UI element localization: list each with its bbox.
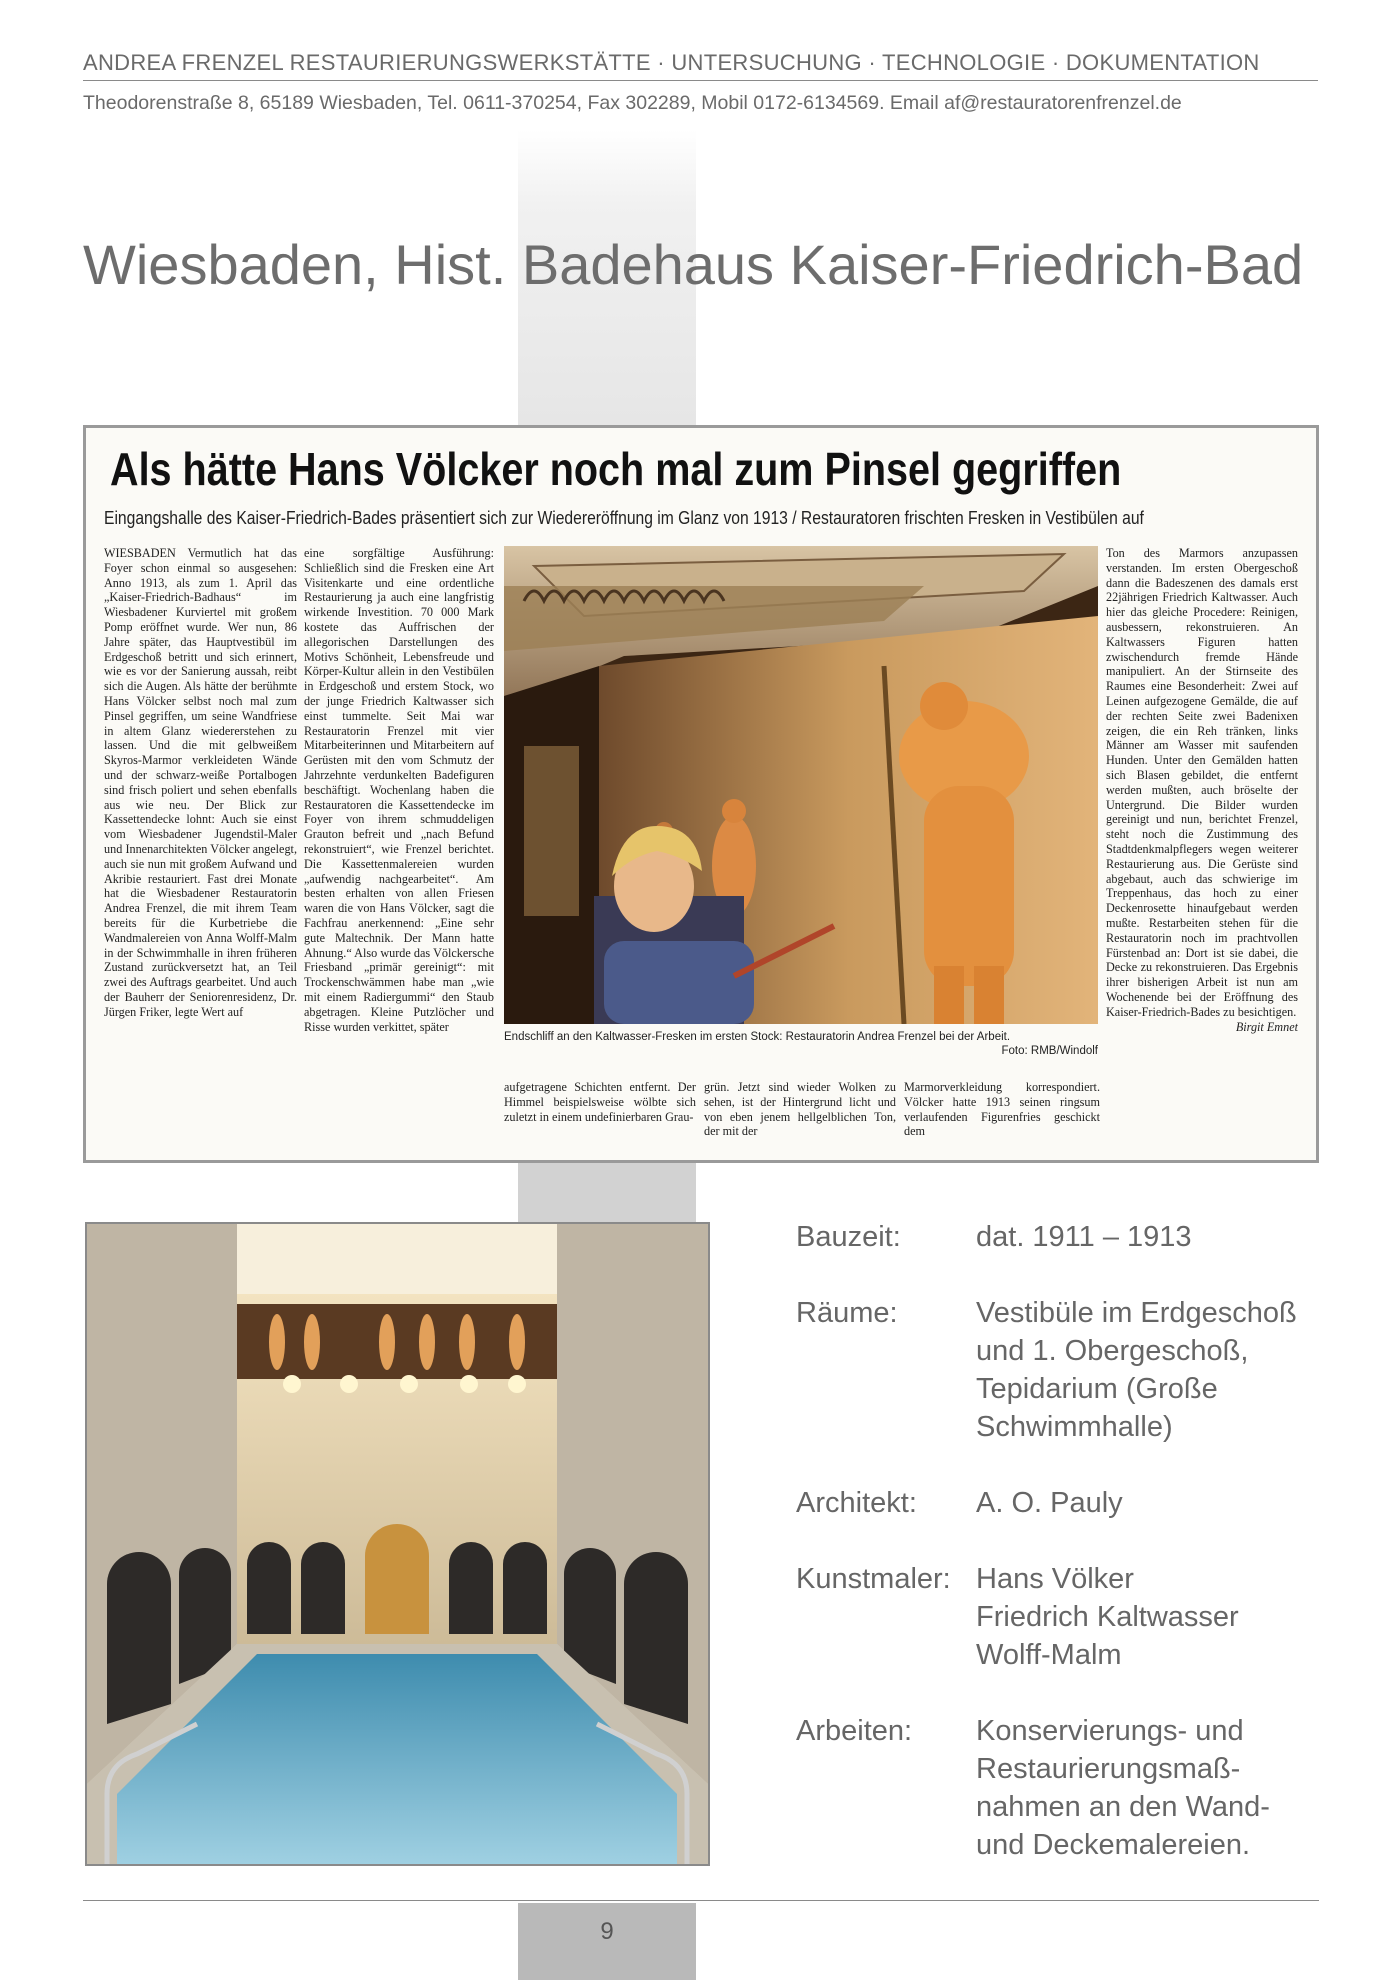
fresco-photo-illustration [504,546,1098,1024]
fact-value [976,1294,1336,1446]
page-title: Wiesbaden, Hist. Badehaus Kaiser-Friedrich-Bad [83,233,1304,296]
letterhead-divider [83,80,1318,81]
fact-label: Arbeiten: [796,1715,913,1747]
fact-value-line: A. O. Pauly [976,1487,1123,1519]
fact-value-line: Wolff-Malm [976,1639,1122,1671]
fact-value-line: dat. 1911 – 1913 [976,1221,1192,1253]
letterhead-contact: Theodorenstraße 8, 65189 Wiesbaden, Tel. 0611-370254, Fax 302289, Mobil 0172-6134569. Email af@restauratorenfrenzel.de [83,92,1182,114]
fact-value-line: Tepidarium (Große [976,1373,1218,1405]
article-text: Marmorverkleidung korrespondiert. Völcker hatte 1913 seinen ringsum verlaufenden Figurenfries geschickt dem [904,1080,1100,1139]
fact-value-line: Friedrich Kaltwasser [976,1601,1239,1633]
fact-label: Architekt: [796,1487,917,1519]
fact-value-line: Konservierungs- und [976,1715,1244,1747]
article-author: Birgit Emnet [1235,1019,1298,1034]
decorative-gray-band-middle [518,1163,696,1223]
clipping-subheadline: Eingangshalle des Kaiser-Friedrich-Bades präsentiert sich zur Wiedereröffnung im Glanz von 1913 / Restauratoren frischten Fresken in Vestibülen auf [104,508,1144,528]
fact-value-line: und 1. Obergeschoß, [976,1335,1249,1367]
clipping-headline: Als hätte Hans Völcker noch mal zum Pinsel gegriffen [110,443,1122,495]
footer-divider [83,1900,1319,1901]
fact-raeume [796,1294,1336,1446]
fact-value-line: Hans Völker [976,1563,1134,1595]
fact-value-line: Restaurierungsmaß- [976,1753,1241,1785]
project-facts [796,1218,1336,1902]
swimming-hall-photo [85,1222,710,1866]
article-text: grün. Jetzt sind wieder Wolken zu sehen, ist der Hintergrund licht und von eben jenem hellgelblichen Ton, der mit der [704,1080,896,1139]
photo-credit: Foto: RMB/Windolf [1001,1045,1098,1057]
fact-value-line: Vestibüle im Erdgeschoß [976,1297,1297,1329]
article-text: Ton des Marmors anzupassen verstanden. Im ersten Obergeschoß dann die Badeszenen des damals erst 22jährigen Friedrich Kaltwasser. Auch hier das gleiche Procedere: Reinigen, ausbessern, rekonstruieren. An Kaltwassers Figuren hatten zwischendurch fremde Hände manipuliert. An der Stirnseite des Raumes eine Besonderheit: Zwei auf Leinen aufgezogene Gemälde, die auf der rechten Seite zwei Badenixen zeigen, die ein Reh tränken, links Männer am Wasser mit saufenden Hunden. Unter den Gemälden hatten sich Blasen gebildet, die entfernt werden mußten, auch bröselte der Untergrund. Die Bilder wurden gereinigt und nun, berichtet Frenzel, steht noch die Zustimmung des Stadtdenkmalpflegers wegen weiterer Restaurierung aus. Die Gerüste sind abgebaut, auch das schwierige im Treppenhaus, das hoch zu einer Deckenrosette hinaufgebaut werden mußte. Restarbeiten stehen für die Restauratorin noch im prachtvollen Fürstenbad an: Dort ist sie dabei, die Decke zu rekonstruieren. Das Ergebnis ihrer bisherigen Arbeit ist nun am Wochenende bei der Eröffnung des Kaiser-Friedrich-Bades zu besichtigen. [1106,546,1298,1019]
fact-kunstmaler [796,1560,1336,1674]
article-text: eine sorgfältige Ausführung: Schließlich sind die Fresken eine Art Visitenkarte und eine ordentliche Restaurierung ja auch eine langfristig wirkende Investition. 70 000 Mark kostete das Auffrischen der allegorischen Darstellungen des Motivs Schönheit, Lebensfreude und Körper-Kultur allein in den Vestibülen in Erdgeschoß und erstem Stock, wo der junge Friedrich Kaltwasser sich einst tummelte. Seit Mai war Restauratorin Frenzel mit vier Mitarbeiterinnen und Mitarbeitern auf Gerüsten mit den vom Schmutz der Jahrzehnte verdunkelten Badefiguren beschäftigt. Wochenlang haben die Restauratoren die Kassettendecke im Foyer von ihrem schmuddeligen Grauton befreit und „nach Befund rekonstruiert“, wie Frenzel berichtet. Die Kassettenmalereien wurden „aufwendig nachgearbeitet“. Am besten erhalten von allen Friesen waren die von Hans Völcker, sagt die Fachfrau anerkennend: „Eine sehr gute Maltechnik. Der Mann hatte Ahnung.“ Also wurde das Völckersche Friesband „primär gereinigt“: mit Trockenschwämmen habe man „wie mit einem Radiergummi“ den Staub abgetragen. Kleine Putzlöcher und Risse wurden verkittet, später [304,546,494,1034]
photo-caption [504,1030,1098,1058]
fact-value-line: nahmen an den Wand- [976,1791,1270,1823]
newspaper-clipping [83,425,1319,1163]
fact-value [976,1712,1336,1864]
fact-value-line: und Deckemalereien. [976,1829,1251,1861]
letterhead-title: ANDREA FRENZEL RESTAURIERUNGSWERKSTÄTTE · UNTERSUCHUNG · TECHNOLOGIE · DOKUMENTATION [83,50,1260,75]
fact-label: Räume: [796,1297,898,1329]
fact-value-line: Schwimmhalle) [976,1411,1173,1443]
article-column-6 [1106,546,1298,1144]
fact-label: Bauzeit: [796,1221,901,1253]
article-text: WIESBADEN Vermutlich hat das Foyer schon einmal so ausgesehen: Anno 1913, als zum 1. April das „Kaiser-Friedrich-Badhaus“ im Wiesbadener Kurviertel mit großem Pomp eröffnet wurde. Wer nun, 86 Jahre später, das Hauptvestibül im Erdgeschoß betritt und sich erinnert, wie es vor der Sanierung aussah, reibt sich die Augen. Als hätte der berühmte Hans Völcker selbst noch mal zum Pinsel gegriffen, um seine Wandfriese in altem Glanz wiedererstehen zu lassen. Und die mit gelbweißem Skyros-Marmor verkleideten Wände und der schwarz-weiße Portalbogen sind frisch poliert und sehen ebenfalls aus wie neu. Der Blick zur Kassettendecke lohnt: Auch sie einst vom Wiesbadener Jugendstil-Maler und Innenarchitekten Völcker angelegt, auch sie nun mit großem Aufwand und Akribie restauriert. Fast drei Monate hat die Wiesbadener Restauratorin Andrea Frenzel, die mit ihrem Team bereits für die Kurbetriebe die Wandmalereien von Anna Wolff-Malm in der Schwimmhalle in ihren früheren Zustand zurückversetzt hat, an Teil zwei des Auftrags gearbeitet. Und auch der Bauherr der Seniorenresidenz, Dr. Jürgen Friker, legte Wert auf [104,546,297,1019]
article-column-2 [304,546,494,1144]
fact-label: Kunstmaler: [796,1563,951,1595]
article-column-4 [704,1080,896,1144]
fact-bauzeit [796,1218,1336,1256]
fact-value [976,1560,1336,1674]
page-number: 9 [600,1918,614,1945]
article-text: aufgetragene Schichten entfernt. Der Himmel beispielsweise wölbte sich zuletzt in einem undefinierbaren Grau- [504,1080,696,1124]
fact-value [976,1484,1336,1522]
fact-architekt [796,1484,1336,1522]
fact-value [976,1218,1336,1256]
article-column-3 [504,1080,696,1144]
article-column-5 [904,1080,1100,1144]
fact-arbeiten [796,1712,1336,1864]
swimming-hall-illustration [87,1224,708,1864]
fresco-restoration-photo [504,546,1098,1024]
caption-text: Endschliff an den Kaltwasser-Fresken im ersten Stock: Restauratorin Andrea Frenzel bei der Arbeit. [504,1031,1011,1043]
article-column-1 [104,546,297,1144]
